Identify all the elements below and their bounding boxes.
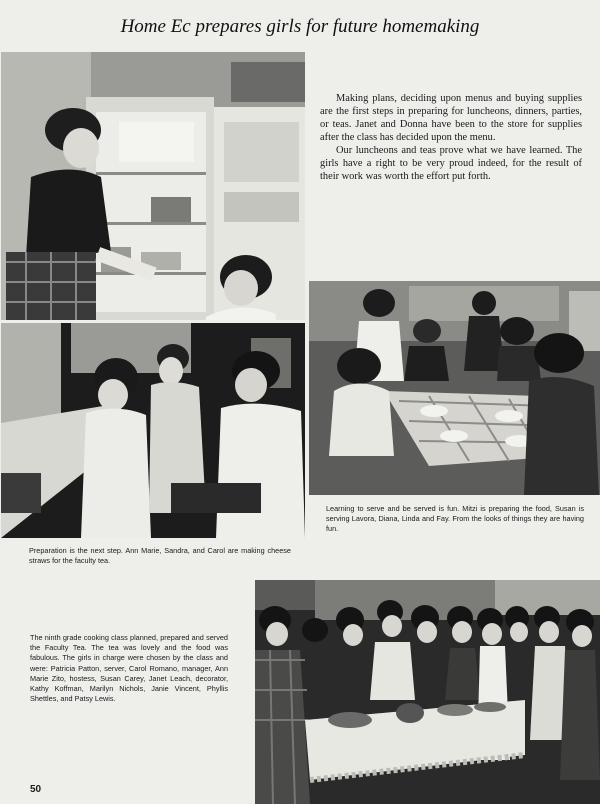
photo-serving	[309, 281, 600, 495]
photo-faculty-tea	[255, 580, 600, 804]
caption-serving	[326, 504, 584, 535]
intro-text	[320, 92, 582, 183]
intro-paragraph-2: Our luncheons and teas prove what we have learned. The girls have a right to be very proud indeed, for the result of their work was worth the effort put forth.	[320, 145, 582, 182]
page-number: 50	[30, 784, 42, 795]
page-title: Home Ec prepares girls for future homemaking	[120, 16, 480, 37]
intro-paragraph-1: Making plans, deciding upon menus and buying supplies are the first steps in preparing for luncheons, dinners, parties, or teas. Janet and Donna have been to the store for supplies after the class has decided upon the menu.	[320, 93, 582, 143]
caption-preparation-text: Preparation is the next step. Ann Marie, Sandra, and Carol are making cheese straws for the faculty tea.	[29, 546, 291, 566]
caption-faculty-tea	[30, 633, 228, 704]
photo-preparation	[1, 323, 305, 538]
caption-faculty-tea-text: The ninth grade cooking class planned, prepared and served the Faculty Tea. The tea was lovely and the food was fabulous. The girls in charge were chosen by the class and were: Patricia Patton, server, Carol Romano, manager, Ann Marie Zito, hostess, Susan Carey, Janet Leach, decorator, Kathy Koffman, Marilyn Nichols, Janie Vincent, Phyllis Shettles, and Patsy Lewis.	[30, 633, 228, 704]
caption-serving-text: Learning to serve and be served is fun. Mitzi is preparing the food, Susan is serving Lavora, Diana, Linda and Fay. From the looks of things they are having fun.	[326, 504, 584, 534]
caption-preparation	[29, 546, 291, 566]
photo-refrigerator	[1, 52, 305, 320]
